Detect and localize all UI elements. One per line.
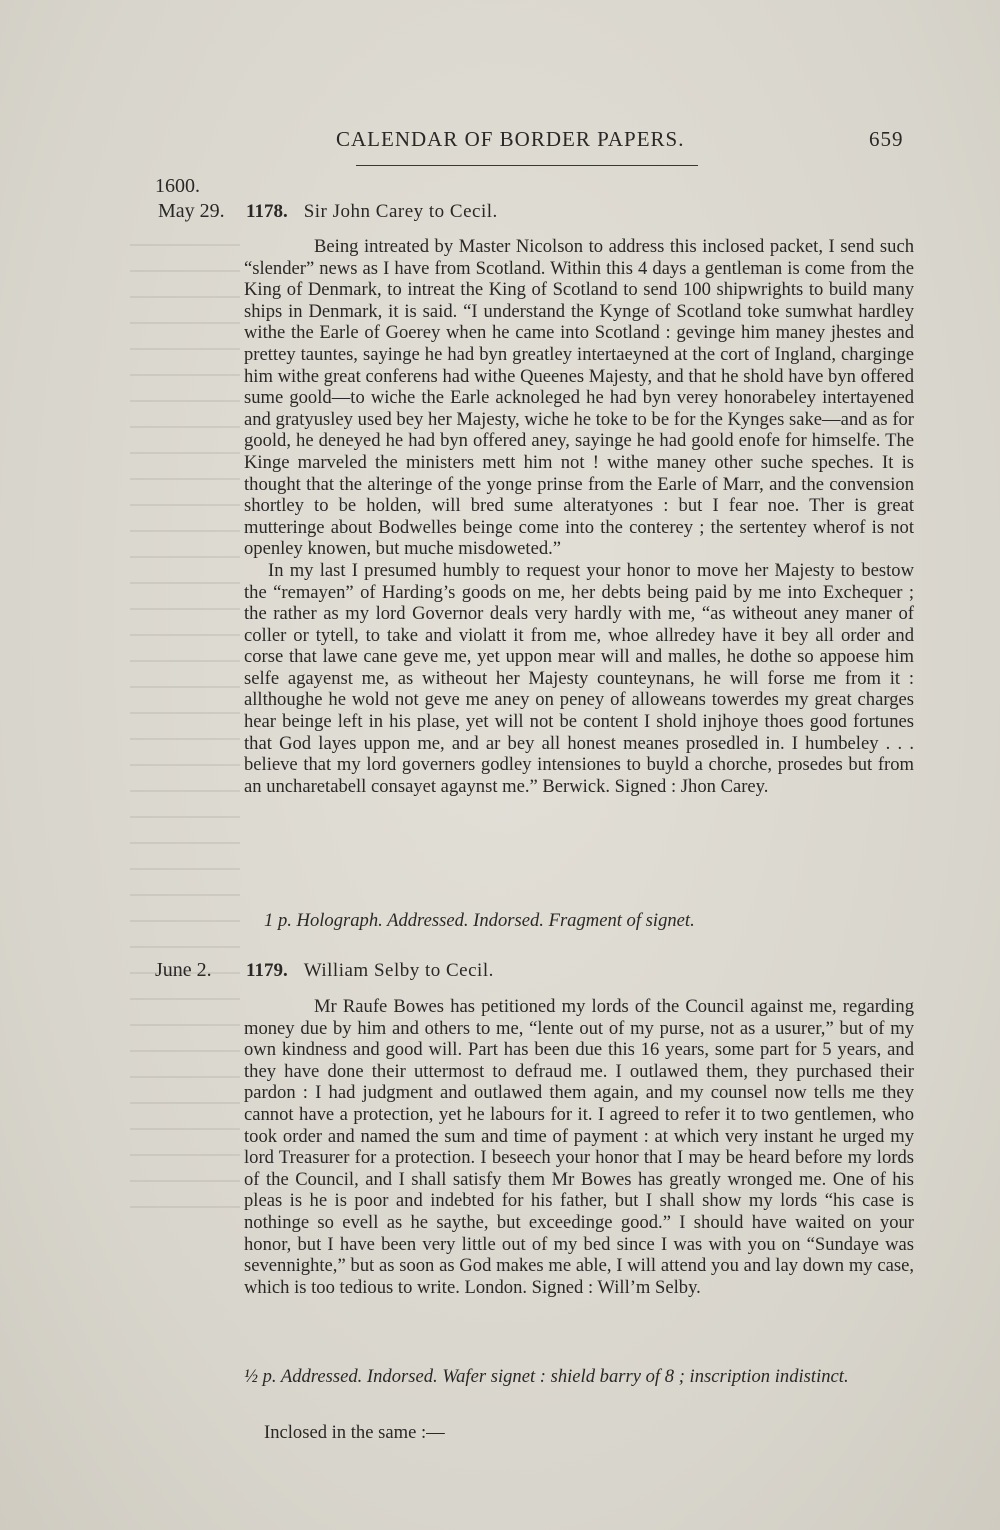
running-header: [0, 125, 1000, 161]
entry-note: 1 p. Holograph. Addressed. Indorsed. Fragment of signet.: [264, 910, 695, 931]
entry-heading: [246, 959, 494, 983]
entry-note: ½ p. Addressed. Indorsed. Wafer signet : shield barry of 8 ; inscription indistinct.: [244, 1366, 849, 1387]
paragraph: Being intreated by Master Nicolson to address this inclosed packet, I send such “slender” news as I have from Scotland. Within this 4 days a gentleman is come from the King of Denmark, to intreat the King of Scotland to send 100 shipwrights to build many ships in Denmark, it is said. “I understand the Kynge of Scotland toke sumwhat hardley withe the Earle of Goerey when he came into Scotland : gevinge him maney jhestes and prettey tauntes, sayinge he had byn greatley intertaeyned at the cort of Ingland, charginge him withe great conferens had withe Queenes Majesty, and that he shold have byn offered sume goold—to wiche the Earle acknoleged he had byn verey honorabeley intertayened and gratyusley used bey her Majesty, wiche he toke to be for the Kynges sake—and as for goold, he deneyed he had byn offered aney, sayinge he had goold enofe for himselfe. The Kinge marveled the ministers mett him not ! withe maney other suche speches. It is thought that the alteringe of the yonge prinse from the Earle of Marr, and the convension shortley to be holden, will bred sume alteratyones : but I fear noe. Ther is great mutteringe about Bodwelles beinge come into the conterey ; the sertentey wherof is not openley knowen, but muche misdoweted.”: [244, 236, 914, 560]
entry-date: May 29.: [158, 200, 225, 222]
page-number: 659: [869, 127, 904, 151]
paragraph: In my last I presumed humbly to request your honor to move her Majesty to bestow the “remayen” of Harding’s goods on me, her debts being paid by me into Exchequer ; the rather as my lord Governor deals very hardly with me, “as witheout aney maner of coller or tytell, to take and violatt it from me, whoe allredey have it bey all order and corse that lawe cane geve me, yet uppon mear will and malles, he dothe so appoese him selfe agayenst me, as witheout her Majesty counteynans, he will forse me from it : allthoughe he wold not geve me aney on peney of alloweans towerdes my great charges hear beinge left in his plase, yet will not be content I shold injhoye thoes good fortunes that God layes uppon me, and ar bey all honest meanes prosedled in. I humbeley . . . believe that my lord governers godley intensiones to buyld a chorche, prosedes but from an uncharetabell consayet agaynst me.” Berwick. Signed : Jhon Carey.: [244, 559, 914, 797]
entry-number: 1179.: [246, 960, 288, 981]
paragraph: Mr Raufe Bowes has petitioned my lords of the Council against me, regarding money due by him and others to me, “lente out of my purse, not as a usurer,” but of my own kindness and good will. Part has been due this 16 years, some part for 5 years, and they have done their uttermost to defraud me. I outlawed them, they purchased their pardon : I had judgment and outlawed them again, and my counsel now tells me they cannot have a protection, yet he labours for it. I agreed to refer it to two gentlemen, who took order and named the sum and time of payment : at which very instant he urged my lord Treasurer for a protection. I beseech your honor that I may be heard before my lords of the Council, and I shall satisfy them Mr Bowes has greatly wronged me. One of his pleas is he is poor and indebted for his father, but I shall show my lords “his case is nothinge so evell as he saythe, but exceedinge good.” I should have waited on your honor, but I have been very little out of my bed since I was with you on “Sundaye was sevennighte,” but as soon as God makes me able, I will attend you and lay down my case, which is too tedious to write. London. Signed : Will’m Selby.: [244, 996, 914, 1298]
header-rule: [356, 165, 698, 166]
entry-body: [244, 236, 914, 797]
inclosure-line: Inclosed in the same :—: [264, 1422, 445, 1443]
page-title: CALENDAR OF BORDER PAPERS.: [336, 127, 685, 151]
entry-title: Sir John Carey to Cecil.: [303, 201, 498, 222]
entry-date: June 2.: [155, 959, 212, 981]
bleed-through-text: [130, 230, 240, 1230]
entry-heading: [246, 200, 498, 224]
entry-title: William Selby to Cecil.: [303, 960, 494, 981]
entry-body: [244, 996, 914, 1298]
year-label: 1600.: [155, 175, 200, 197]
entry-number: 1178.: [246, 201, 288, 222]
